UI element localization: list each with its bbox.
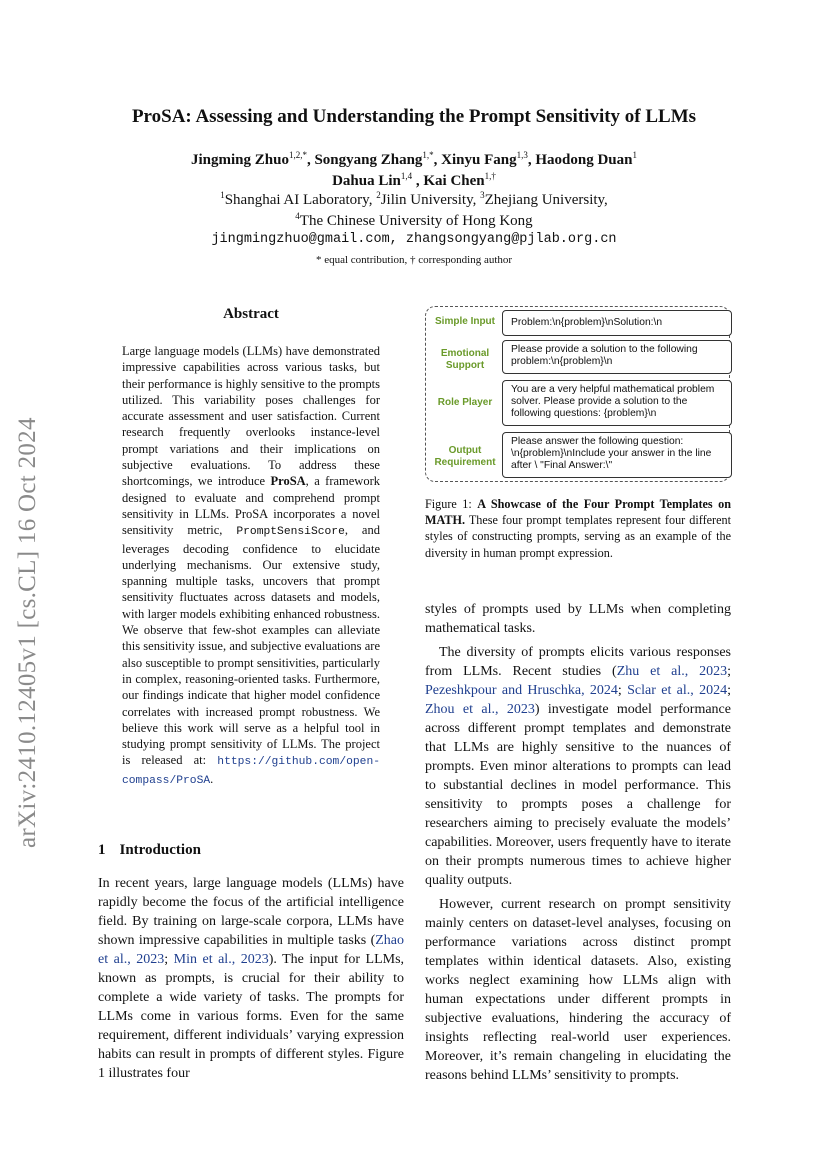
affiliation-line-1: $^1$Shanghai AI Laboratory, $^2$Jilin University, $^3$Zhejiang University, [220,190,608,208]
abstract-text: Large language models (LLMs) have demonstrated impressive capabilities across various tasks, but their performance is highly sensitive to the prompts utilized. This variability poses challenges for accurate assessment and user satisfaction. Current research frequently overlooks instance-level prompt variations and their implications on subjective evaluations. To address these shortcomings, we introduce [122,344,380,489]
author-name: Songyang Zhang [314,152,423,168]
template-prompt-emotional-support: Please provide a solution to the following problem:\n{problem}\n [502,340,732,374]
paper-title: ProSA: Assessing and Understanding the Prompt Sensitivity of LLMs [131,106,697,127]
intro-paragraph-1 [98,874,404,1083]
intro-paragraph-1-continued: styles of prompts used by LLMs when completing mathematical tasks. [425,602,731,636]
section-number: 1 [98,842,106,858]
affiliation-mark: 3 [480,190,485,200]
affiliation-line-2 [0,211,828,230]
abstract-text: . [210,771,214,786]
paragraph-text: ). The input for LLMs, known as prompts, is crucial for their ability to complete a wide variety of tasks. The prompts for LLMs come in various forms. Even for the same requirement, different individuals’ varying expression habits can result in prompts of different styles. Figure 1 illustrates four [98,952,405,1081]
template-label-simple-input: Simple Input [435,316,495,327]
citation[interactable]: Zhou et al., 2023 [425,702,535,717]
section-title: Introduction [119,842,201,858]
affiliation-name: Jilin University [380,192,473,208]
section-heading-introduction [98,842,201,859]
metric-name: PromptSensiScore [236,526,345,539]
paragraph-text: ; [727,664,731,679]
paragraph-text: ; [727,683,732,698]
paragraph-text: The diversity of prompts elicits various responses from LLMs. Recent studies ( [425,645,731,679]
author-name: Jingming Zhuo [190,152,289,168]
abstract-text: , a framework designed to evaluate and comprehend prompt sensitivity in LLMs. ProSA incorporates a novel sensitivity metric, [122,474,380,538]
caption-prefix: Figure 1: [425,497,478,511]
template-label-emotional-support: Emotional Support [440,348,490,371]
intro-column-right [425,600,731,1090]
author-affiliation-mark: 1,† [484,171,496,181]
paragraph-text: ; [164,952,174,967]
author-affiliation-mark: 1 [632,150,637,160]
caption-text: These four prompt templates represent four different styles of constructing prompts, serving as an example of the diversity in human prompt expression. [425,513,731,560]
author-affiliation-mark: 1,* [422,150,434,160]
arxiv-identifier: arXiv:2410.12405v1 [cs.CL] 16 Oct 2024 [14,417,41,848]
author-name: Dahua Lin [332,173,401,189]
abstract-heading: Abstract [223,306,279,322]
author-name: Kai Chen [423,173,485,189]
template-prompt-simple-input: Problem:\n{problem}\nSolution:\n [502,310,732,336]
affiliation-name: Zhejiang University, [484,192,608,208]
citation[interactable]: Sclar et al., 2024 [627,683,728,698]
template-label-role-player: Role Player [437,397,493,408]
abstract-text: , and leverages decoding confidence to elucidate underlying mechanisms. Our extensive study, spanning multiple tasks, uncovers that prompt sensitivity fluctuates across datasets and models, with larger models exhibiting enhanced robustness. We observe that few-shot examples can alleviate this sensitivity issue, and subjective evaluations are also susceptible to prompt sensitivities, particularly in complex, reasoning-oriented tasks. Furthermore, our findings indicate that higher model confidence correlates with increased prompt robustness. We believe this work will serve as a helpful tool in studying prompt sensitivity of LLMs. The project is released at: [122,523,380,768]
paragraph-text: In recent years, large language models (LLMs) have rapidly become the focus of the artificial intelligence field. By training on large-scale corpora, LLMs have shown impressive capabilities in multiple tasks ( [98,876,404,948]
affiliation-mark: 4 [295,211,300,221]
intro-paragraph-3: However, current research on prompt sensitivity mainly centers on dataset-level analyses, focusing on performance variations across distinct prompt templates within identical datasets. Also, existing works neglect examining how LLMs align with human expectations under different prompts in subjective evaluations, hindering the accuracy of insights reflecting real-world user experiences. Moreover, it’s remain changeling in elucidating the reasons behind LLMs’ sensitivity to prompts. [425,897,731,1083]
author-line-1: Jingming Zhuo$^{1,2,*}$, Songyang Zhang$^{1,*}$, Xinyu Fang$^{1,3}$, Haodong Duan$^1$ [190,150,637,168]
author-line-2: Dahua Lin$^{1,4}$ , Kai Chen$^{1,\dagger}$ [332,171,496,189]
author-emails[interactable]: jingmingzhuo@gmail.com, zhangsongyang@pjlab.org.cn [211,232,617,247]
template-label-output-requirement: Output Requirement [434,445,496,468]
author-name: Haodong Duan [535,152,633,168]
template-prompt-output-requirement: Please answer the following question: \n{problem}\nInclude your answer in the line after \ "Final Answer:\" [502,432,732,478]
author-affiliation-mark: 1,3 [516,150,528,160]
paragraph-text: ) investigate model performance across different prompt templates and demonstrate that LLMs are highly sensitive to the nuances of prompts. Even minor alterations to prompts can lead to substantial declines in model performance. This sensitivity to prompts poses a challenge for researchers aiming to precisely evaluate the models’ capabilities. Moreover, users frequently have to iterate on their prompts numerous times to achieve higher quality outputs. [425,702,731,888]
affiliation-name: Shanghai AI Laboratory [224,192,369,208]
figure-1-caption [425,496,731,561]
contribution-note: * equal contribution, † corresponding author [315,254,513,266]
abstract-body [122,343,380,789]
caption-title: A Showcase of the Four Prompt Templates on MATH. [425,497,732,528]
author-name: Xinyu Fang [441,152,517,168]
paragraph-text: ; [617,683,628,698]
citation[interactable]: Zhu et al., 2023 [616,664,728,679]
affiliation-mark: 2 [376,190,381,200]
author-affiliation-mark: 1,4 [400,171,413,181]
intro-column-left [98,874,404,1088]
template-prompt-role-player: You are a very helpful mathematical problem solver. Please provide a solution to the following questions: {problem}\n [502,380,732,426]
intro-paragraph-2 [425,643,731,890]
framework-name: ProSA [270,474,306,489]
citation[interactable]: Min et al., 2023 [173,952,269,967]
citation[interactable]: Pezeshkpour and Hruschka, 2024 [425,683,618,698]
affiliation-name: The Chinese University of Hong Kong [299,213,533,229]
author-affiliation-mark: 1,2,* [288,150,307,160]
citation[interactable]: Zhao et al., 2023 [98,933,404,967]
project-link[interactable]: https://github.com/open-compass/ProSA [122,756,380,787]
affiliation-mark: 1 [220,190,225,200]
